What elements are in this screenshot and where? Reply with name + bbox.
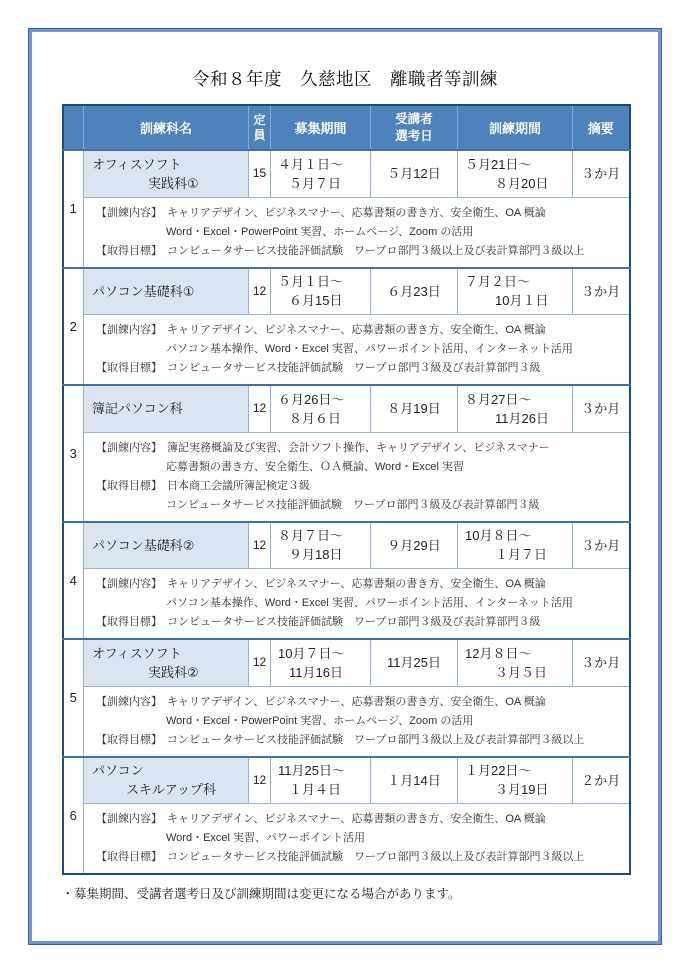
course-name-cell xyxy=(84,385,249,432)
detail-block xyxy=(96,359,621,378)
course-row xyxy=(63,757,630,804)
training-date-line: ７月２日～ xyxy=(465,274,531,290)
detail-block xyxy=(96,321,621,359)
detail-row xyxy=(63,804,630,875)
course-name-line: オフィスソフト xyxy=(92,645,182,661)
detail-text-line: キャリアデザイン、ビジネスマナー、応募書類の書き方、安全衛生、OA 概論 xyxy=(167,578,546,590)
detail-text-line: 日本商工会議所簿記検定３級 xyxy=(167,479,310,492)
course-row xyxy=(63,150,630,197)
detail-label: 【取得目標】 xyxy=(96,244,162,257)
recruitment-period-cell xyxy=(271,385,371,432)
recruitment-date-line: １月４日 xyxy=(289,782,342,798)
capacity-cell: 12 xyxy=(249,639,271,686)
training-date-line: ８月27日～ xyxy=(465,391,532,407)
course-row xyxy=(63,522,630,569)
training-period-cell xyxy=(458,522,573,569)
remarks-cell: ３か月 xyxy=(573,639,630,686)
detail-label: 【取得目標】 xyxy=(96,733,162,746)
detail-text-line: 簿記実務概論及び実習、会計ソフト操作、キャリアデザイン、ビジネスマナー xyxy=(167,441,550,454)
training-date-line: ５月21日～ xyxy=(465,156,532,172)
recruitment-date-line: ４月１日～ xyxy=(278,156,344,172)
detail-label: 【取得目標】 xyxy=(96,616,162,628)
training-period-cell xyxy=(458,639,573,686)
training-date-line: 12月８日～ xyxy=(465,645,532,661)
recruitment-date-line: ８月７日～ xyxy=(278,528,344,544)
training-table-container xyxy=(62,104,629,875)
detail-text-line: パソコン基本操作、Word・Excel 実習、パワーポイント活用、インターネット活用 xyxy=(166,343,573,355)
capacity-cell: 12 xyxy=(249,385,271,432)
capacity-cell: 12 xyxy=(249,522,271,569)
course-name-line: 実践科② xyxy=(148,664,199,680)
selection-date-cell: １月14日 xyxy=(371,757,458,804)
course-name-cell xyxy=(84,639,249,686)
training-date-line: １月22日～ xyxy=(465,763,532,779)
recruitment-period-cell xyxy=(271,268,371,315)
remarks-cell: ３か月 xyxy=(573,268,630,315)
recruitment-date-line: 10月７日～ xyxy=(278,645,345,661)
detail-block xyxy=(96,477,621,515)
recruitment-date-line: ９月18日 xyxy=(289,547,343,563)
recruitment-period-cell xyxy=(271,150,371,197)
detail-text-line: コンピュータサービス技能評価試験 ワープロ部門３級及び表計算部門３級 xyxy=(167,362,541,374)
detail-text-line: コンピュータサービス技能評価試験 ワープロ部門３級及び表計算部門３級 xyxy=(167,616,541,628)
header-selection-date xyxy=(371,105,458,150)
header-selection-line2: 選考日 xyxy=(395,128,433,143)
course-detail-cell xyxy=(84,804,630,875)
selection-date-cell: ８月19日 xyxy=(371,385,458,432)
training-period-cell xyxy=(458,385,573,432)
document-page xyxy=(29,29,661,944)
training-date-line: ３月５日 xyxy=(495,664,548,680)
detail-text-line: コンピュータサービス技能評価試験 ワープロ部門３級及び表計算部門３級 xyxy=(166,498,540,511)
detail-block xyxy=(96,242,621,261)
remarks-cell: ３か月 xyxy=(573,385,630,432)
detail-text-line: パソコン基本操作、Word・Excel 実習、パワーポイント活用、インターネット活用 xyxy=(166,597,573,609)
detail-row xyxy=(63,197,630,268)
course-name-line: 簿記パソコン科 xyxy=(92,401,183,417)
recruitment-date-line: 11月25日～ xyxy=(278,763,345,779)
recruitment-date-line: ８月６日 xyxy=(289,410,342,426)
row-number: 3 xyxy=(63,385,84,522)
detail-text-line: Word・Excel・PowerPoint 実習、ホームページ、Zoom の活用 xyxy=(166,225,474,238)
header-training-period: 訓練期間 xyxy=(458,105,573,150)
row-number: 6 xyxy=(63,757,84,875)
detail-text-line: キャリアデザイン、ビジネスマナー、応募書類の書き方、安全衛生、OA 概論 xyxy=(167,206,546,219)
course-detail-cell xyxy=(84,432,630,522)
detail-block xyxy=(96,575,621,613)
header-selection-line1: 受講者 xyxy=(395,112,433,127)
detail-label: 【取得目標】 xyxy=(96,362,162,374)
page-title: 令和８年度 久慈地区 離職者等訓練 xyxy=(192,69,498,89)
detail-block xyxy=(96,848,621,867)
detail-row xyxy=(63,432,630,522)
recruitment-date-line: ６月26日～ xyxy=(278,391,345,407)
selection-date-cell: ５月12日 xyxy=(371,150,458,197)
header-course-name: 訓練科名 xyxy=(84,105,249,150)
course-name-cell xyxy=(84,150,249,197)
detail-text-line: Word・Excel 実習、パワーポイント活用 xyxy=(166,832,366,844)
detail-row xyxy=(63,686,630,757)
detail-label: 【訓練内容】 xyxy=(96,441,162,454)
detail-text-line: キャリアデザイン、ビジネスマナー、応募書類の書き方、安全衛生、OA 概論 xyxy=(167,813,546,825)
capacity-cell: 12 xyxy=(249,268,271,315)
detail-block xyxy=(96,204,621,242)
training-period-cell xyxy=(458,150,573,197)
detail-text-line: キャリアデザイン、ビジネスマナー、応募書類の書き方、安全衛生、OA 概論 xyxy=(167,324,546,336)
course-row xyxy=(63,639,630,686)
detail-label: 【訓練内容】 xyxy=(96,695,162,708)
selection-date-cell: ６月23日 xyxy=(371,268,458,315)
training-date-line: 10月１日 xyxy=(495,293,549,309)
detail-text-line: コンピュータサービス技能評価試験 ワープロ部門３級以上及び表計算部門３級以上 xyxy=(167,244,585,257)
remarks-cell: ２か月 xyxy=(573,757,630,804)
header-recruitment-period: 募集期間 xyxy=(271,105,371,150)
detail-label: 【訓練内容】 xyxy=(96,813,162,825)
detail-text-line: コンピュータサービス技能評価試験 ワープロ部門３級以上及び表計算部門３級以上 xyxy=(167,733,585,746)
header-capacity xyxy=(249,105,271,150)
row-number: 5 xyxy=(63,639,84,757)
row-number: 4 xyxy=(63,522,84,640)
course-name-line: パソコン xyxy=(92,763,144,779)
detail-label: 【取得目標】 xyxy=(96,479,162,492)
course-name-cell xyxy=(84,757,249,804)
course-name-line: パソコン基礎科② xyxy=(92,537,195,553)
detail-label: 【訓練内容】 xyxy=(96,324,162,336)
training-date-line: 10月８日～ xyxy=(465,528,532,544)
course-row xyxy=(63,385,630,432)
detail-text-line: Word・Excel・PowerPoint 実習、ホームページ、Zoom の活用 xyxy=(166,714,474,727)
header-row-number-cell xyxy=(63,105,84,150)
header-remarks: 摘要 xyxy=(573,105,630,150)
detail-label: 【訓練内容】 xyxy=(96,206,162,219)
selection-date-cell: ９月29日 xyxy=(371,522,458,569)
training-date-line: １月７日 xyxy=(495,547,548,563)
recruitment-period-cell xyxy=(271,757,371,804)
detail-block xyxy=(96,439,621,477)
training-period-cell xyxy=(458,757,573,804)
detail-block xyxy=(96,613,621,632)
remarks-cell: ３か月 xyxy=(573,150,630,197)
training-date-line: 11月26日 xyxy=(495,410,549,426)
detail-row xyxy=(63,315,630,386)
recruitment-date-line: ６月15日 xyxy=(289,293,343,309)
course-name-cell xyxy=(84,268,249,315)
capacity-cell: 15 xyxy=(249,150,271,197)
recruitment-period-cell xyxy=(271,522,371,569)
detail-label: 【訓練内容】 xyxy=(96,578,162,590)
course-row xyxy=(63,268,630,315)
course-detail-cell xyxy=(84,197,630,268)
course-detail-cell xyxy=(84,686,630,757)
detail-block xyxy=(96,693,621,731)
recruitment-period-cell xyxy=(271,639,371,686)
course-name-line: パソコン基礎科① xyxy=(92,283,195,299)
course-name-line: スキルアップ科 xyxy=(126,782,216,798)
recruitment-date-line: 11月16日 xyxy=(289,664,343,680)
detail-text-line: コンピュータサービス技能評価試験 ワープロ部門３級以上及び表計算部門３級以上 xyxy=(167,851,585,863)
detail-row xyxy=(63,569,630,640)
footnote: ・募集期間、受講者選考日及び訓練期間は変更になる場合があります。 xyxy=(61,887,461,901)
course-name-line: 実践科① xyxy=(148,175,199,191)
detail-label: 【取得目標】 xyxy=(96,851,162,863)
selection-date-cell: 11月25日 xyxy=(371,639,458,686)
recruitment-date-line: ５月７日 xyxy=(289,175,342,191)
row-number: 2 xyxy=(63,268,84,386)
course-detail-cell xyxy=(84,569,630,640)
row-number: 1 xyxy=(63,150,84,268)
training-date-line: ３月19日 xyxy=(495,782,549,798)
course-name-line: オフィスソフト xyxy=(92,156,182,172)
course-detail-cell xyxy=(84,315,630,386)
detail-text-line: キャリアデザイン、ビジネスマナー、応募書類の書き方、安全衛生、OA 概論 xyxy=(167,695,546,708)
training-period-cell xyxy=(458,268,573,315)
remarks-cell: ３か月 xyxy=(573,522,630,569)
detail-block xyxy=(96,810,621,848)
table-body xyxy=(63,150,630,874)
page-border xyxy=(28,28,662,945)
training-date-line: ８月20日 xyxy=(495,175,549,191)
recruitment-date-line: ５月１日～ xyxy=(278,274,344,290)
course-name-cell xyxy=(84,522,249,569)
training-table xyxy=(62,104,631,875)
capacity-cell: 12 xyxy=(249,757,271,804)
header-capacity-label: 定員 xyxy=(253,112,266,142)
detail-block xyxy=(96,731,621,750)
detail-text-line: 応募書類の書き方、安全衛生、ＯＡ概論、Word・Excel 実習 xyxy=(166,460,465,473)
table-header-row xyxy=(63,105,630,150)
